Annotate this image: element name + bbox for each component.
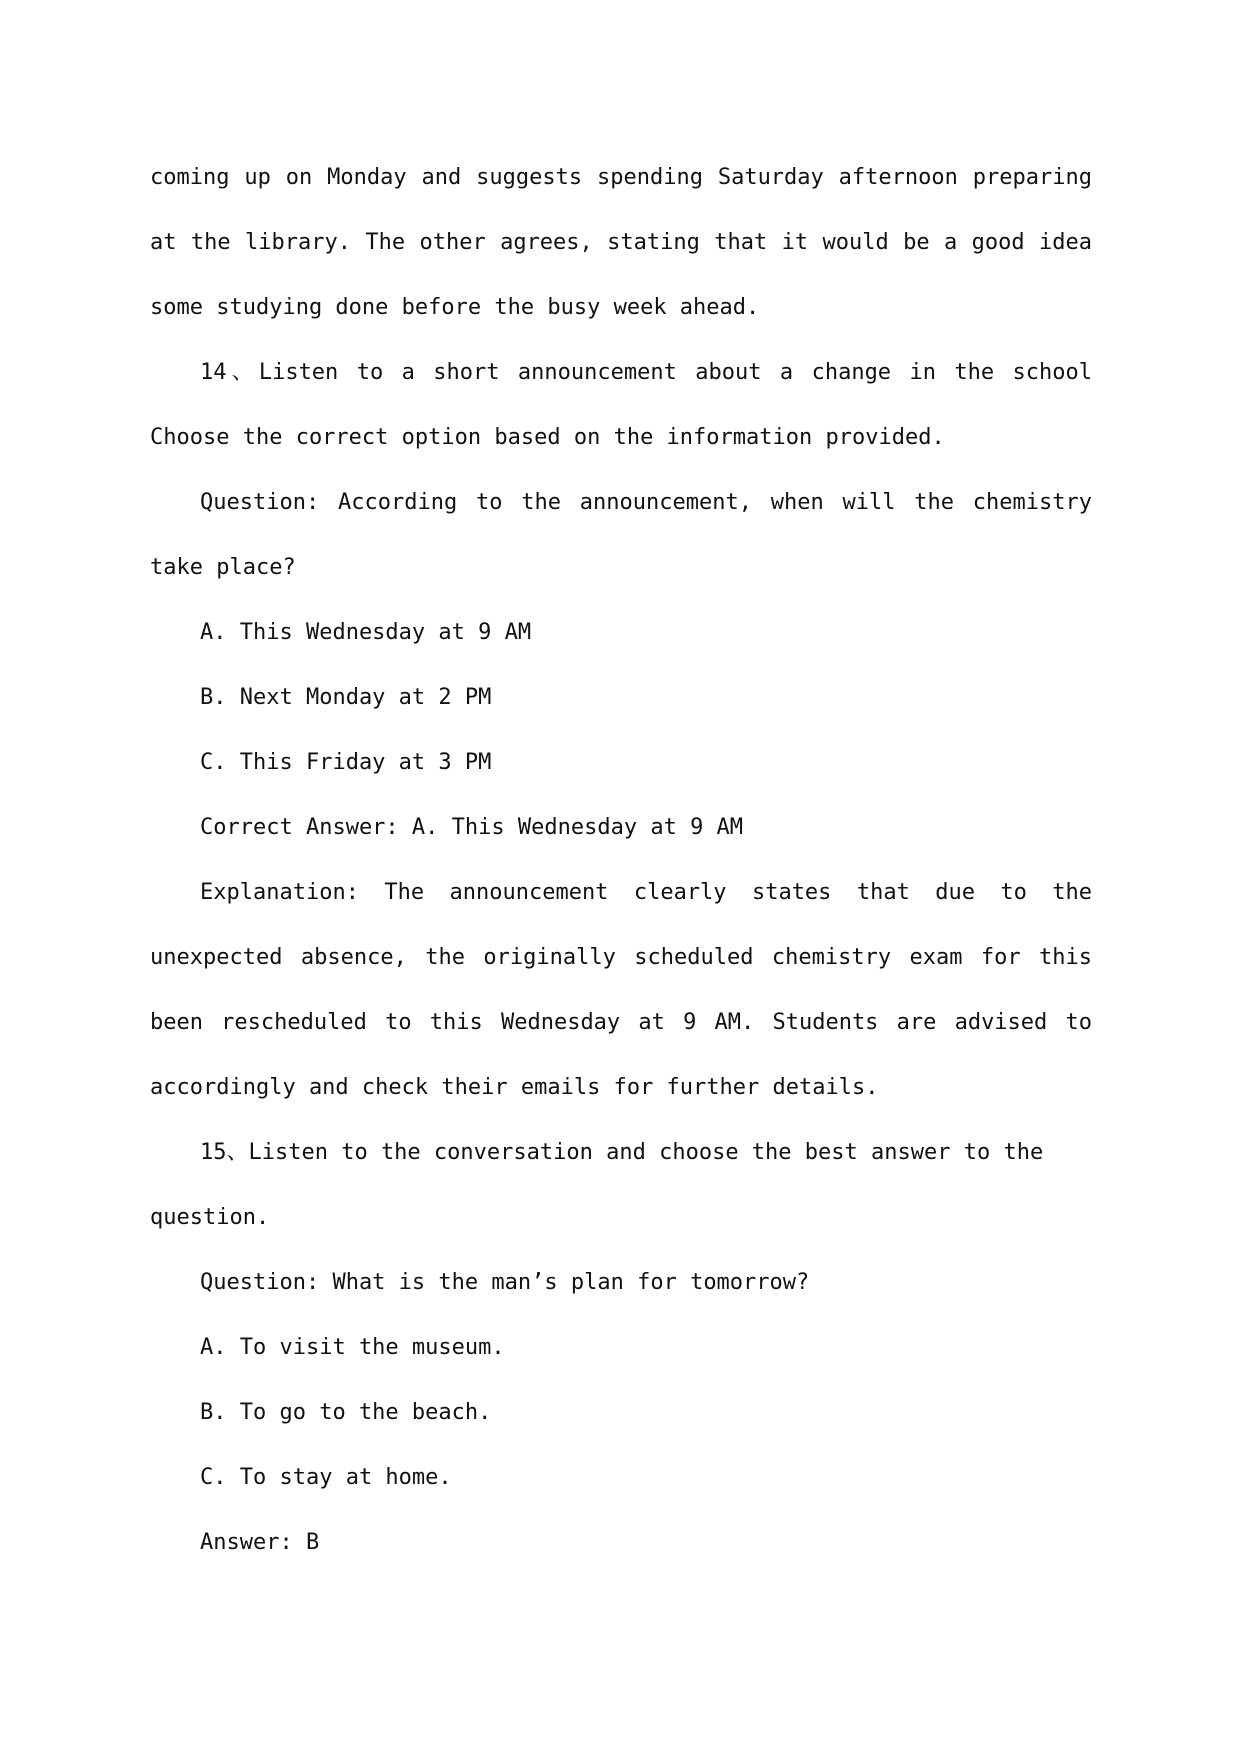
q14-explanation: Explanation: The announcement clearly states that due to the — [200, 880, 1092, 905]
paragraph-line: at the library. The other agrees, stating that it would be a good idea — [150, 230, 1092, 255]
q15-prompt: 15、Listen to the conversation and choose the best answer to the — [200, 1140, 1044, 1165]
paragraph-line: some studying done before the busy week ahead. — [150, 295, 760, 320]
q14-explanation-cont: unexpected absence, the originally scheduled chemistry exam for this — [150, 945, 1092, 970]
q15-option-b: B. To go to the beach. — [200, 1400, 492, 1425]
q14-prompt: 14、Listen to a short announcement about a change in the school — [200, 360, 1092, 385]
q14-option-b: B. Next Monday at 2 PM — [200, 685, 492, 710]
q14-explanation-cont: been rescheduled to this Wednesday at 9 AM. Students are advised to — [150, 1010, 1092, 1035]
q14-option-a: A. This Wednesday at 9 AM — [200, 620, 532, 645]
q15-option-a: A. To visit the museum. — [200, 1335, 505, 1360]
document-body — [150, 145, 1092, 1575]
q14-explanation-cont: accordingly and check their emails for further details. — [150, 1075, 879, 1100]
q15-option-c: C. To stay at home. — [200, 1465, 452, 1490]
q14-option-c: C. This Friday at 3 PM — [200, 750, 492, 775]
paragraph-line: coming up on Monday and suggests spending Saturday afternoon preparing — [150, 165, 1092, 190]
q15-prompt-cont: question. — [150, 1205, 270, 1230]
q14-question: Question: According to the announcement, when will the chemistry — [200, 490, 1092, 515]
q14-prompt-cont: Choose the correct option based on the information provided. — [150, 425, 945, 450]
q15-question: Question: What is the man’s plan for tomorrow? — [200, 1270, 810, 1295]
q15-answer: Answer: B — [200, 1530, 320, 1555]
q14-question-cont: take place? — [150, 555, 296, 580]
q14-correct-answer: Correct Answer: A. This Wednesday at 9 AM — [200, 815, 744, 840]
